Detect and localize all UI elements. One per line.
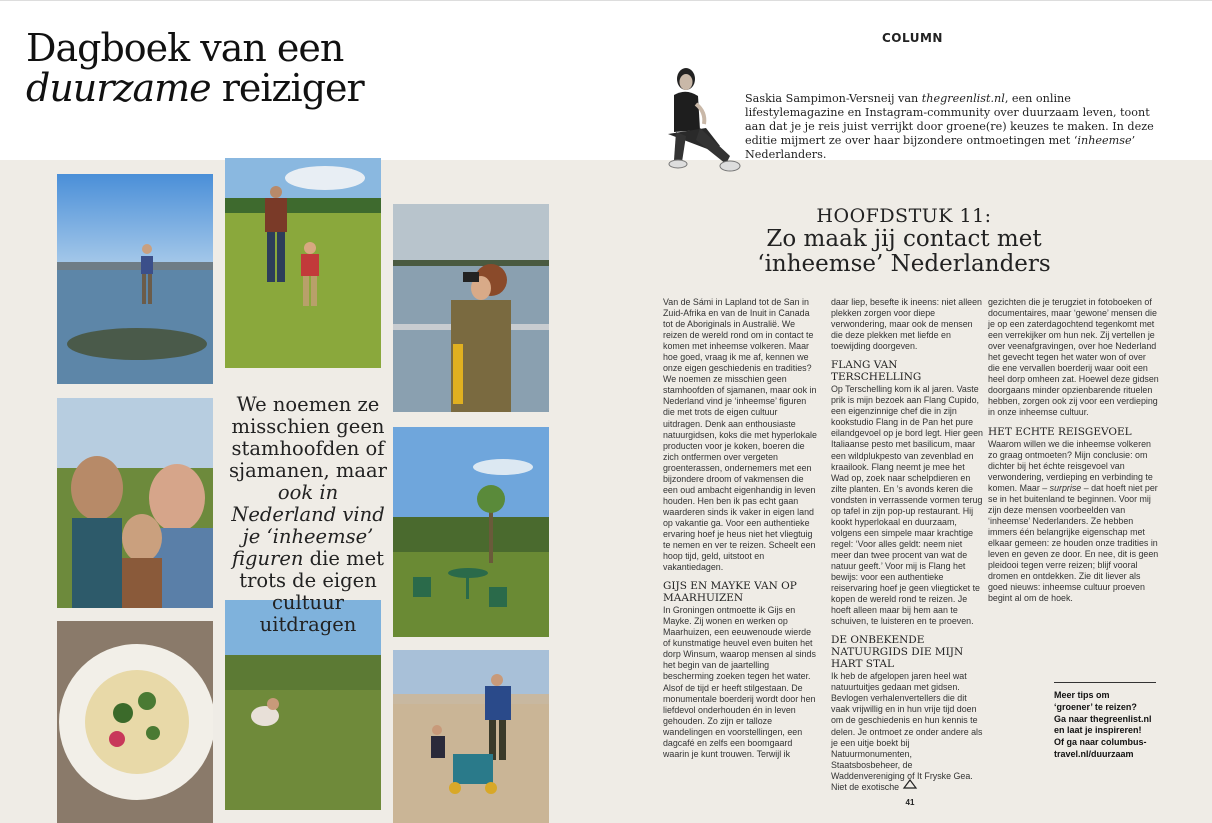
col2-paragraph-1: daar liep, besefte ik ineens: niet alleen plekken zorgen voor diepe verwondering, maar ook de mensen die deze plekken met liefde en toewijding doorgeven. (831, 297, 982, 352)
title-italic-word: duurzame (26, 66, 211, 110)
chapter-title-line1: Zo maak jij contact met (766, 226, 1042, 252)
col2-paragraph-2: Op Terschelling kom ik al jaren. Vaste prik is mijn bezoek aan Flang Cupido, een eigenzinnige chef die in zijn kookstudio Flang in de Pan het pure eilandgevoel op je bord legt. Hier geen Italiaanse pesto met basilicum, maar een wildplukpesto van zevenblad en kraailook. Flang neemt je mee het Wad op, zoek naar schelpdieren en zilte planten. En ’s avonds keren die vondsten in verrassende vormen terug op tafel in zijn pop-up restaurant. Hij kookt hyperlokaal en duurzaam, volgens een simpele maar krachtige regel: ‘Voor alles geldt: neem niet meer dan twee procent van wat de natuur geeft.’ Voor mij is Flang het bewijs: voor een authentieke reiservaring hoef je geen vliegticket te kopen de wereld rond te reizen. Je hoeft alleen maar bij hem aan te schuiven, te luisteren en te proeven. (831, 384, 983, 627)
col2-paragraph-3: Ik heb de afgelopen jaren heel wat natuurtuitjes gedaan met gidsen. Bevlogen verhalenvertellers die dit vaak vrijwillig en in hun vrije tijd doen om de geschiedenis en hun kennis te delen. Je ontmoet ze onder andere als je een uitje boekt bij Natuurmonumenten, Staatsbosbeheer, de Waddenvereniging of It Fryske Gea. Niet de exotische (831, 671, 983, 792)
tips-line-6: travel.nl/duurzaam (1054, 748, 1134, 759)
col1-paragraph-1: Van de Sámi in Lapland tot de San in Zuid-Afrika en van de Inuit in Canada tot de Aboriginals in Australië. We reizen de wereld rond om in contact te komen met inheemse volkeren. Maar hoe goed, vraag ik me af, kennen we onze eigen geschiedenis en tradities? We noemen ze misschien geen stamhoofden of sjamanen, maar ook in Nederland vind je ‘inheemse’ figuren die met trots de eigen cultuur uitdragen. Denk aan enthousiaste natuurgidsen, koks die met hyperlokale producten voor je koken, boeren die zich ontfermen over vergeten groenterassen, ondernemers met een bijzondere droom of vakmensen die een oud ambacht eigenhandig in leven houden. Hen ben ik pas echt gaan waarderen sinds ik vaker in eigen land op vakantie ga. Voor een authentieke ervaring hoef je heus niet het vliegtuig te nemen en ver te reizen. Scheelt een hoop tijd, geld, uitstoot en vakantiedagen. (663, 297, 817, 573)
pull-quote-italic: ook in Nederland vind je ‘inheemse’ figuren (231, 481, 385, 570)
tips-line-1: Meer tips om (1054, 690, 1110, 700)
intro-text (745, 92, 1155, 162)
col1-subheading: GIJS EN MAYKE VAN OP MAARHUIZEN (663, 580, 797, 605)
col3-p2-a: Waarom willen we die inheemse volkeren zo graag ontmoeten? Mijn conclusie: om dichter bij het échte reisgevoel van verwondering, verdieping en verbinding te komen. Maar – (988, 438, 1153, 493)
photo-pasta-dish (57, 621, 213, 823)
col3-subheading: HET ECHTE REISGEVOEL (988, 425, 1132, 438)
section-label: COLUMN (882, 31, 943, 45)
chapter-number: HOOFDSTUK 11: (816, 205, 992, 227)
photo-beach-cart (393, 650, 549, 823)
page-number: 41 (905, 798, 915, 807)
author-portrait (660, 60, 742, 178)
intro-text-c: ’ Nederlanders. (745, 134, 1136, 161)
body-column-2 (831, 297, 983, 793)
col1-paragraph-2: In Groningen ontmoette ik Gijs en Mayke. Zij wonen en werken op Maarhuizen, een eeuwenoude wierde of kunstmatige heuvel even buiten het dorp Winsum, waarop mensen al sinds het begin van de jaartelling bescherming zoeken tegen het water. Alsof de tijd er heeft stilgestaan. De monumentale boerderij wordt door hen liefdevol onderhouden én in leven gehouden. Zo zijn er talloze wandelingen en voorstellingen, een dagcafé en zelfs een boomgaard waarin je kunt trouwen. Terwijl ik (663, 605, 816, 759)
intro-text-b: , een online lifestylemagazine en Instagram-community over duurzaam leven, toont aan dat je je reis juist verrijkt door groene(re) keuzes te maken. In deze editie mijmert ze over haar bijzondere ontmoetingen met ‘ (745, 92, 1154, 147)
tips-line-5: Of ga naar columbus- (1054, 737, 1147, 748)
col3-p2-b: – dat hoeft niet per se in het buitenland te beginnen. Voor mij zijn deze mensen voorbeelden van ‘inheemse’ Nederlanders. Ze hebben immers één belangrijke eigenschap met elkaar gemeen: ze houden onze tradities in leven en geven ze door. En nee, dit is geen pleidooi tegen verre reizen; blijf vooral dromen en ontdekken. Zie dit liever als goed nieuws: inheemse cultuur proeven begint al om de hoek. (988, 482, 1159, 604)
tips-line-3: Ga naar thegreenlist.nl (1054, 713, 1152, 724)
col2-subheading-1: FLANG VAN TERSCHELLING (831, 359, 922, 384)
page-title (26, 28, 364, 108)
tips-box (1054, 690, 1164, 761)
pull-quote-part2: die met trots de eigen cultuur uitdragen (239, 547, 384, 636)
columbus-logo-icon (902, 778, 918, 790)
title-line-2 (26, 68, 364, 108)
col3-paragraph-1: gezichten die je terugziet in fotoboeken of documentaires, maar ‘gewone’ mensen die je op een zaterdagochtend tegenkomt met een verrekijker om hun nek. Zij vertellen je over veenafgravingen, over hoe Nederland het gevecht tegen het water won of over die ene vervallen boerderij waar ooit een heel dorp omheen zat. Hoewel deze gidsen doorgaans minder opzienbarende rituelen hebben, zorgen ook zij voor een verdieping in onze inheemse cultuur. (988, 297, 1159, 418)
intro-site: thegreenlist.nl (921, 92, 1005, 105)
intro-inheemse: inheemse (1077, 134, 1132, 147)
tips-line-2: ‘groener’ te reizen? (1054, 701, 1137, 712)
photo-binoculars-boat (393, 204, 549, 412)
photo-field-walk (225, 158, 381, 368)
body-column-1 (663, 297, 819, 760)
chapter-heading (660, 206, 1148, 277)
col3-p2-italic: surprise (1049, 482, 1082, 493)
photo-wadden-walker (57, 174, 213, 384)
tips-divider (1054, 682, 1156, 683)
tips-line-4: en laat je inspireren! (1054, 725, 1142, 736)
pull-quote (226, 394, 390, 636)
body-column-3 (988, 297, 1160, 604)
title-rest: reiziger (210, 66, 364, 110)
col3-paragraph-2 (988, 439, 1160, 605)
photo-garden-tables (393, 427, 549, 637)
intro-text-a: Saskia Sampimon-Versneij van (745, 92, 922, 105)
col2-subheading-2: DE ONBEKENDE NATUURGIDS DIE MIJN HART STAL (831, 634, 964, 671)
photo-family-selfie (57, 398, 213, 608)
title-line-1: Dagboek van een (26, 26, 344, 70)
chapter-title-line2: ‘inheemse’ Nederlanders (757, 251, 1051, 277)
pull-quote-part1: We noemen ze misschien geen stamhoofden of sjamanen, maar (229, 393, 387, 482)
